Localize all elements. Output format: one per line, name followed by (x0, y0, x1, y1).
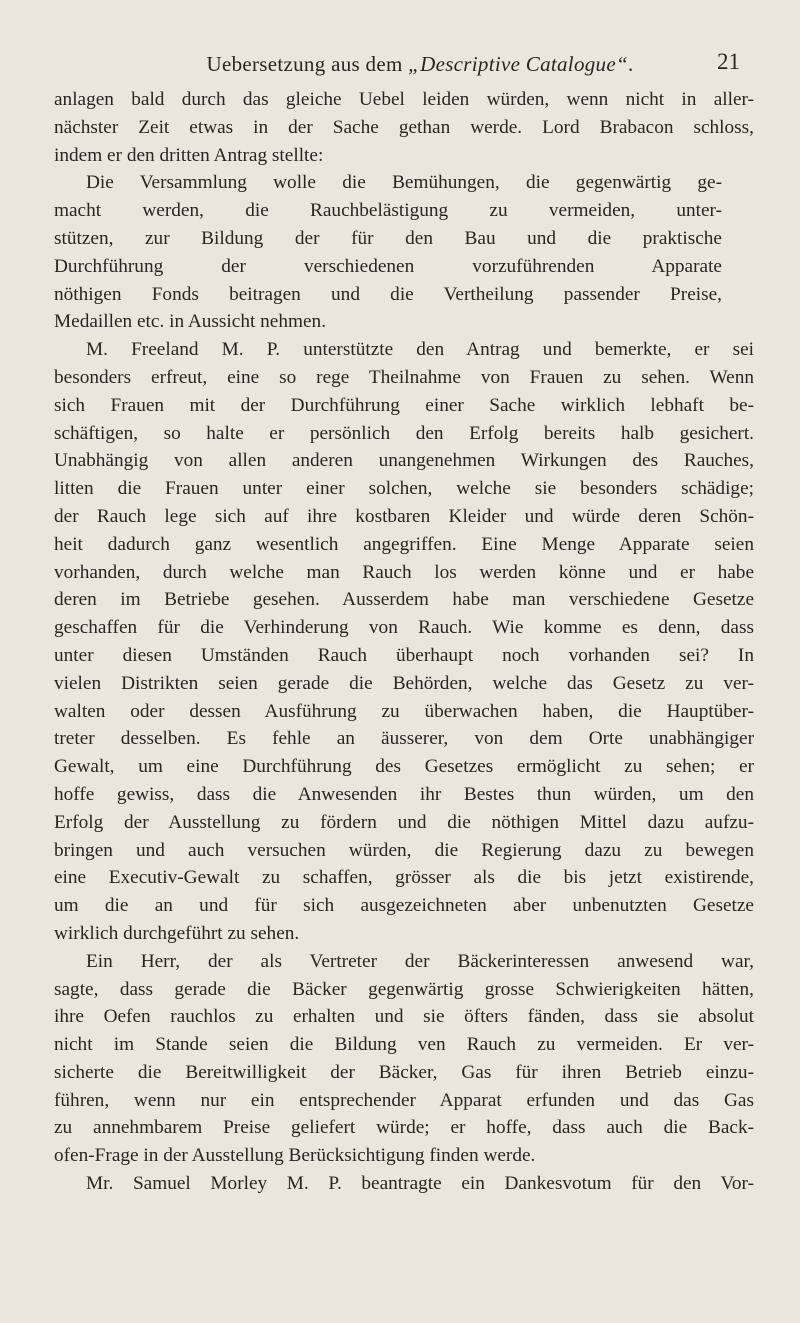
paragraph-morley (54, 1170, 754, 1198)
text-line: treter desselben. Es fehle an äusserer, von dem Orte unabhängiger (54, 728, 754, 750)
body-text (54, 86, 754, 1198)
text-line: Durchführung der verschiedenen vorzuführenden Apparate (54, 255, 722, 277)
text-line: bringen und auch versuchen würden, die Regierung dazu zu bewegen (54, 839, 754, 861)
paragraph-baker (54, 948, 754, 1170)
text-line: nicht im Stande seien die Bildung ven Rauch zu vermeiden. Er ver- (54, 1034, 754, 1056)
text-line: vorhanden, durch welche man Rauch los werden könne und er habe (54, 561, 754, 583)
text-line: geschaffen für die Verhinderung von Rauch. Wie komme es denn, dass (54, 617, 754, 639)
text-line: der Rauch lege sich auf ihre kostbaren Kleider und würde deren Schön- (54, 505, 754, 527)
text-line: Unabhängig von allen anderen unangenehmen Wirkungen des Rauches, (54, 450, 754, 472)
text-line: sich Frauen mit der Durchführung einer Sache wirklich lebhaft be- (54, 394, 754, 416)
text-line: wirklich durchgeführt zu sehen. (54, 922, 300, 944)
text-line: ofen-Frage in der Ausstellung Berücksichtigung finden werde. (54, 1145, 536, 1167)
text-line: macht werden, die Rauchbelästigung zu vermeiden, unter- (54, 200, 722, 222)
text-line: stützen, zur Bildung der für den Bau und die praktische (54, 227, 722, 249)
text-line: M. Freeland M. P. unterstützte den Antrag und bemerkte, er sei (86, 339, 754, 361)
text-line: Gewalt, um eine Durchführung des Gesetzes ermöglicht zu sehen; er (54, 756, 754, 778)
text-line: nächster Zeit etwas in der Sache gethan werde. Lord Brabacon schloss, (54, 116, 754, 138)
paragraph-continuation (54, 86, 754, 169)
text-line: Medaillen etc. in Aussicht nehmen. (54, 311, 327, 333)
text-line: indem er den dritten Antrag stellte: (54, 144, 324, 166)
running-header (180, 52, 660, 77)
resolution-block (54, 169, 722, 336)
text-line: führen, wenn nur ein entsprechender Apparat erfunden und das Gas (54, 1089, 754, 1111)
header-suffix: . (627, 52, 634, 76)
header-title: „Descriptive Catalogue“ (408, 52, 628, 76)
text-line: anlagen bald durch das gleiche Uebel leiden würden, wenn nicht in aller- (54, 89, 754, 110)
page-number: 21 (717, 49, 740, 74)
header-prefix: Uebersetzung aus dem (206, 52, 409, 76)
text-line: Die Versammlung wolle die Bemühungen, die gegenwärtig ge- (86, 172, 722, 194)
text-line: ihre Oefen rauchlos zu erhalten und sie öfters fänden, dass sie absolut (54, 1006, 754, 1028)
paragraph-freeland (54, 336, 754, 948)
text-line: hoffe gewiss, dass die Anwesenden ihr Bestes thun würden, um den (54, 783, 754, 805)
text-line: Erfolg der Ausstellung zu fördern und die nöthigen Mittel dazu aufzu- (54, 811, 754, 833)
text-line: heit dadurch ganz wesentlich angegriffen. Eine Menge Apparate seien (54, 533, 754, 555)
text-line: Mr. Samuel Morley M. P. beantragte ein Dankesvotum für den Vor- (86, 1173, 754, 1195)
text-line: litten die Frauen unter einer solchen, welche sie besonders schädige; (54, 478, 754, 500)
text-line: walten oder dessen Ausführung zu überwachen haben, die Hauptüber- (54, 700, 754, 722)
text-line: zu annehmbarem Preise geliefert würde; er hoffe, dass auch die Back- (54, 1117, 754, 1139)
text-line: sagte, dass gerade die Bäcker gegenwärtig grosse Schwierigkeiten hätten, (54, 978, 754, 1000)
text-line: unter diesen Umständen Rauch überhaupt noch vorhanden sei? In (54, 644, 754, 666)
text-line: um die an und für sich ausgezeichneten aber unbenutzten Gesetze (54, 895, 754, 917)
text-line: besonders erfreut, eine so rege Theilnahme von Frauen zu sehen. Wenn (54, 366, 754, 388)
text-line: schäftigen, so halte er persönlich den Erfolg bereits halb gesichert. (54, 422, 754, 444)
text-line: vielen Distrikten seien gerade die Behörden, welche das Gesetz zu ver- (54, 672, 754, 694)
text-line: Ein Herr, der als Vertreter der Bäckerinteressen anwesend war, (86, 950, 754, 972)
text-line: nöthigen Fonds beitragen und die Vertheilung passender Preise, (54, 283, 722, 305)
text-line: eine Executiv-Gewalt zu schaffen, grösser als die bis jetzt existirende, (54, 867, 754, 889)
text-line: deren im Betriebe gesehen. Ausserdem habe man verschiedene Gesetze (54, 589, 754, 611)
text-line: sicherte die Bereitwilligkeit der Bäcker, Gas für ihren Betrieb einzu- (54, 1061, 754, 1083)
